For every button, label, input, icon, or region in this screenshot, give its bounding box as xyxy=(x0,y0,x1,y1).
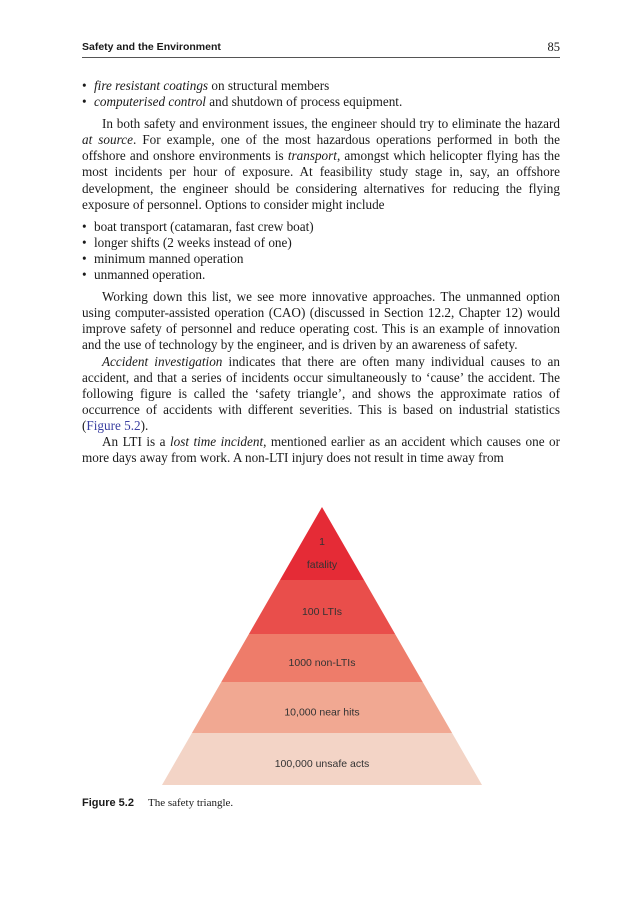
body-text xyxy=(82,78,560,466)
list-item: • minimum manned operation xyxy=(82,251,560,267)
caption-label: Figure 5.2 xyxy=(82,797,134,809)
triangle-label-4: 10,000 near hits xyxy=(284,706,360,719)
header-title: Safety and the Environment xyxy=(82,41,221,53)
paragraph: Accident investigation indicates that there are often many individual causes to an accident, and that a series of incidents occur simultaneously to ‘cause’ the accident. The following figure is called the ‘safety triangle’, and shows the approximate ratios of occurrence of accidents with different severities. This is based on industrial statistics (Figure 5.2). xyxy=(82,353,560,433)
bullet-list-options xyxy=(82,219,560,283)
triangle-label-1-text: fatality xyxy=(306,559,338,571)
list-item: • fire resistant coatings on structural members xyxy=(82,78,560,94)
figure-caption xyxy=(82,797,233,809)
triangle-label-1-count: 1 xyxy=(319,536,325,548)
list-item: • computerised control and shutdown of process equipment. xyxy=(82,94,560,110)
list-item: • unmanned operation. xyxy=(82,267,560,283)
paragraph: In both safety and environment issues, the engineer should try to eliminate the hazard at source. For example, one of the most hazardous operations performed in both the offshore and onshore environments is transport, amongst which helicopter flying has the most incidents per hour of exposure. At feasibility study stage in, say, an offshore development, the engineer should be considering alternatives for reducing the flying exposure of personnel. Options to consider might include xyxy=(82,116,560,212)
safety-triangle xyxy=(162,507,482,785)
running-header xyxy=(82,41,560,58)
bullet-list-top xyxy=(82,78,560,110)
paragraph: An LTI is a lost time incident, mentioned earlier as an accident which causes one or more days away from work. A non-LTI injury does not result in time away from xyxy=(82,433,561,466)
figure-link[interactable]: Figure 5.2 xyxy=(86,417,141,433)
page-number: 85 xyxy=(547,40,560,54)
paragraph: Working down this list, we see more innovative approaches. The unmanned option using computer-assisted operation (CAO) (discussed in Section 12.2, Chapter 12) would improve safety of personnel and reduce operating cost. This is an example of innovation and the use of technology by the engineer, and is driven by an awareness of safety. xyxy=(82,289,560,353)
list-item: • boat transport (catamaran, fast crew boat) xyxy=(82,219,560,235)
caption-text: The safety triangle. xyxy=(147,797,234,809)
triangle-label-2: 100 LTIs xyxy=(301,606,343,618)
safety-triangle-figure xyxy=(162,507,482,785)
triangle-label-3: 1000 non-LTIs xyxy=(288,657,356,669)
list-item: • longer shifts (2 weeks instead of one) xyxy=(82,235,560,251)
triangle-label-5: 100,000 unsafe acts xyxy=(274,758,370,770)
